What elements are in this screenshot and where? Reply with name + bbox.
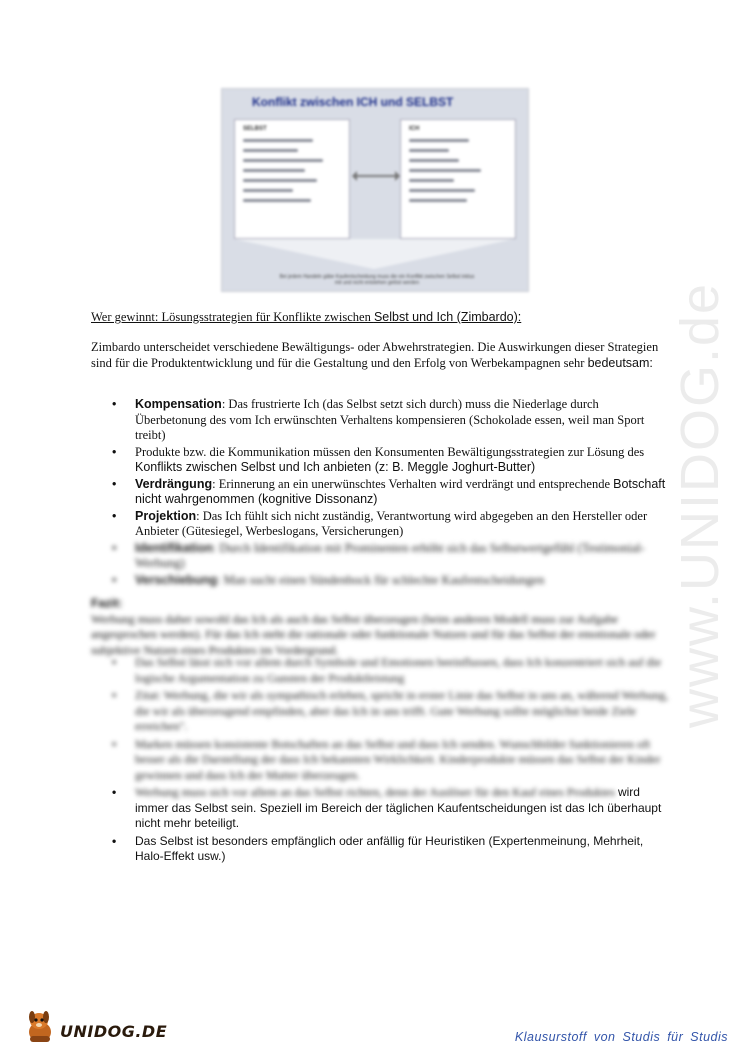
fazit-title: Fazit:: [91, 596, 123, 610]
strategy-text: : Das Ich fühlt sich nicht zuständig, Verantwortung wird abgegeben an den Hersteller oder Anbieter (Gütesiegel, Werbeslogans, Versicherungen): [135, 508, 648, 538]
intro-paragraph: [91, 339, 671, 371]
strategy-term: Kompensation: [135, 397, 222, 411]
list-item: [112, 509, 672, 540]
conclusion-text: wird immer das Selbst sein. Speziell im Bereich der täglichen Kaufentscheidungen ist das Ich überhaupt nicht mehr beteiligt.: [135, 785, 662, 830]
strategy-term: Identifikation: [135, 540, 213, 555]
slide-caption: Bei jedem Handeln gäbe Kaufentscheidung muss die ein Konflikt zwischen Selbst inklus mit und nicht entstehen gelöst werden: [279, 274, 475, 286]
slide-title: Konflikt zwischen ICH und SELBST: [252, 95, 454, 109]
list-item: [112, 397, 672, 444]
strategy-term: Verschiebung: [135, 572, 217, 587]
fazit-section: [91, 596, 671, 658]
section-heading-suffix: Selbst und Ich (Zimbardo):: [373, 310, 522, 324]
list-item: [112, 573, 672, 589]
watermark-text: www.UNIDOG.de: [670, 281, 730, 729]
unidog-logo: [24, 1008, 168, 1048]
conclusion-text-blurred: Werbung muss sich vor allem an das Selbst richten, denn der Auslöser für den Kauf eines Produktes: [135, 785, 618, 799]
footer-tagline: Klausurstoff von Studis für Studis: [514, 1030, 728, 1044]
slide-right-heading: ICH: [409, 126, 420, 132]
section-heading: [91, 309, 671, 325]
strategy-term: Projektion: [135, 508, 197, 523]
intro-text: Zimbardo unterscheidet verschiedene Bewältigungs- oder Abwehrstrategien. Die Auswirkungen dieser Strategien sind für die Produktentwicklung und für die Gestaltung und den Erfolg von Werbekampagnen sehr: [91, 340, 659, 370]
intro-text-end: bedeutsam:: [587, 356, 653, 370]
strategy-text-continued: Botschaft nicht wahrgenommen (kognitive Dissonanz): [135, 476, 666, 506]
list-item: [112, 688, 672, 735]
strategy-text: : Das frustrierte Ich (das Selbst setzt sich durch) muss die Niederlage durch Überbetonung des vom Ich erwünschten Verhaltens kompensieren (Schokolade essen, weil man Sport treibt): [135, 397, 645, 442]
conclusion-list: [112, 655, 672, 867]
conclusion-text: Marken müssen konsistente Botschaften an das Selbst und dass Ich senden. Wunschbilder funktionieren oft besser als die Darstellung der dass Ich bekannten Wirklichkeit. Kinderprodukte müssen das Selbst der Kinder gewinnen und dass Ich der Mutter überzeugen.: [135, 736, 661, 782]
strategy-text: : Erinnerung an ein unerwünschtes Verhalten wird verdrängt und entsprechende: [212, 476, 614, 491]
strategy-text-continued: Konflikts zwischen Selbst und Ich anbieten (z: B. Meggle Joghurt-Butter): [135, 460, 536, 474]
strategy-text: : Durch Identifikation mit Prominenten erhöht sich das Selbstwertgefühl (Testimonial-Werbung): [135, 540, 645, 570]
list-item: [112, 785, 672, 832]
slide-left-heading: SELBST: [243, 126, 267, 132]
conclusion-text: Zitat: Werbung, die wir als sympathisch erleben, spricht in erster Linie das Selbst in uns an, während Werbung, die wir als überzeugend empfinden, aber das Ich in uns trifft. Gute Werbung sollte möglichst beide Ziele erreichen".: [135, 688, 669, 733]
slide-left-box: [234, 119, 350, 239]
list-item: [112, 477, 672, 508]
list-item: [112, 834, 672, 865]
list-item: [112, 655, 672, 686]
strategy-term: Verdrängung: [135, 476, 213, 491]
section-heading-prefix: Wer gewinnt: Lösungsstrategien für Konflikte zwischen: [91, 310, 374, 324]
list-item: [112, 541, 672, 572]
logo-text: UNIDOG.DE: [60, 1022, 168, 1041]
slide-image: [221, 88, 529, 292]
strategy-text: : Man sucht einen Sündenbock für schlechte Kaufentscheidungen: [216, 572, 545, 587]
conclusion-text: Das Selbst lässt sich vor allem durch Symbole und Emotionen beeinflussen, dass Ich konzentriert sich auf die logische Argumentation zu Gunsten der Produktleistung: [135, 655, 662, 685]
list-item: [112, 737, 672, 784]
watermark: [660, 270, 740, 740]
strategy-text: Produkte bzw. die Kommunikation müssen den Konsumenten Bewältigungsstrategien zur Lösung des: [135, 444, 645, 459]
dog-mascot-icon: [24, 1008, 56, 1044]
conclusion-text: Das Selbst ist besonders empfänglich oder anfällig für Heuristiken (Expertenmeinung, Mehrheit, Halo-Effekt usw.): [135, 833, 644, 863]
slide-funnel-shape: [234, 239, 514, 269]
double-arrow-icon: [355, 175, 397, 177]
list-item: [112, 445, 672, 476]
fazit-text: Werbung muss daher sowohl das Ich als auch das Selbst überzeugen (beim anderen Modell muss zur Aufgabe angesprochen werden). Für das Ich steht die rationale oder funktionale Nutzen und für das Selbst der emotionale oder subjektive Nutzen eines Produktes im Vordergrund.: [91, 611, 656, 657]
slide-right-box: [400, 119, 516, 239]
strategy-list: [112, 397, 672, 589]
